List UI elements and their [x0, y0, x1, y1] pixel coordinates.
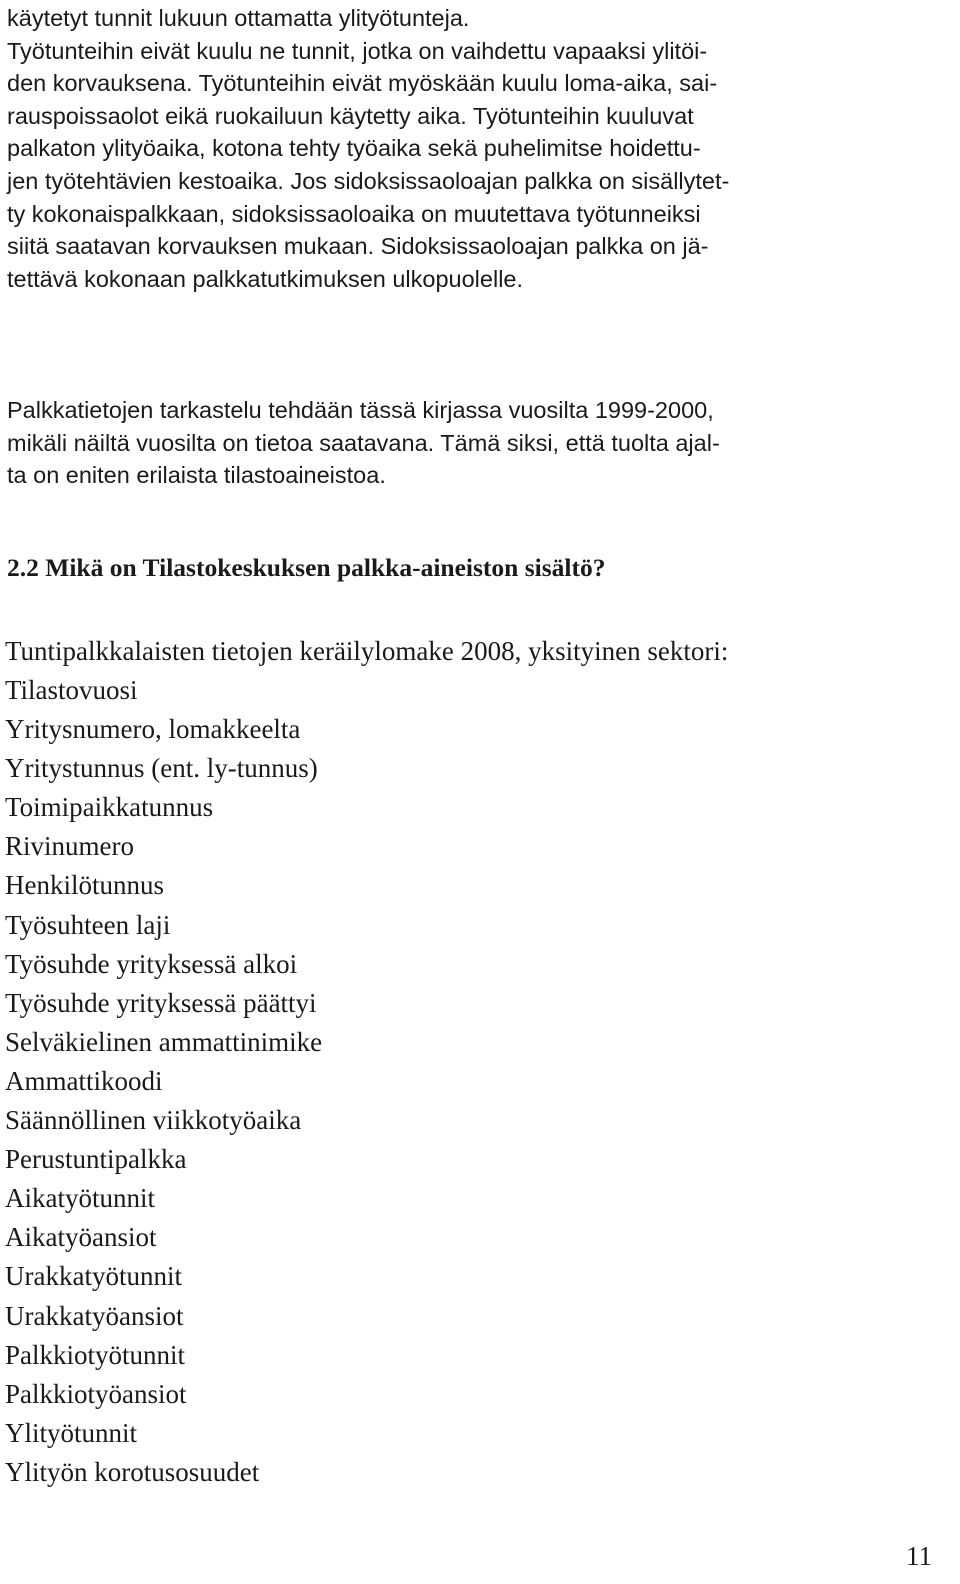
- paragraph-line: tettävä kokonaan palkkatutkimuksen ulkopuolelle.: [7, 265, 524, 292]
- paragraph-line: siitä saatavan korvauksen mukaan. Sidoksissaoloajan palkka on jä-: [7, 233, 709, 260]
- paragraph-line: den korvauksena. Työtunteihin eivät myöskään kuulu loma-aika, sai-: [7, 70, 718, 97]
- list-item: Aikatyöansiot: [5, 1222, 157, 1253]
- paragraph-line: mikäli näiltä vuosilta on tietoa saatavana. Tämä siksi, että tuolta ajal-: [7, 429, 720, 456]
- list-item: Perustuntipalkka: [5, 1144, 187, 1175]
- list-item: Toimipaikkatunnus: [5, 792, 214, 823]
- list-item: Henkilötunnus: [5, 870, 164, 901]
- paragraph-line: palkaton ylityöaika, kotona tehty työaika sekä puhelimitse hoidettu-: [7, 135, 701, 162]
- field-list: [5, 671, 322, 1492]
- paragraph-line: Palkkatietojen tarkastelu tehdään tässä kirjassa vuosilta 1999-2000,: [7, 397, 714, 423]
- list-item: Työsuhde yrityksessä alkoi: [5, 948, 298, 979]
- paragraph-line: ty kokonaispalkkaan, sidoksissaoloaika on muutettava työtunneiksi: [7, 200, 701, 227]
- paragraph-review-period: [7, 394, 947, 492]
- list-item: Aikatyötunnit: [5, 1183, 155, 1214]
- list-item: Yritysnumero, lomakkeelta: [5, 714, 301, 745]
- list-item: Ammattikoodi: [5, 1065, 163, 1096]
- list-item: Tilastovuosi: [5, 675, 138, 705]
- list-item: Yritystunnus (ent. ly-tunnus): [5, 753, 318, 784]
- paragraph-line: Työtunteihin eivät kuulu ne tunnit, jotka on vaihdettu vapaaksi ylitöi-: [7, 37, 708, 64]
- paragraph-line: ta on eniten erilaista tilastoaineistoa.: [7, 462, 386, 489]
- list-item: Selväkielinen ammattinimike: [5, 1026, 323, 1057]
- list-item: Työsuhteen laji: [5, 909, 171, 940]
- list-item: Urakkatyöansiot: [5, 1300, 184, 1331]
- page-number: 11: [906, 1541, 932, 1571]
- list-intro: Tuntipalkkalaisten tietojen keräilylomake 2008, yksityinen sektori:: [5, 636, 729, 666]
- list-item: Ylityön korotusosuudet: [5, 1456, 260, 1487]
- paragraph-line: käytetyt tunnit lukuun ottamatta ylityötunteja.: [7, 5, 470, 31]
- paragraph-line: rauspoissaolot eikä ruokailuun käytetty aika. Työtunteihin kuuluvat: [7, 102, 694, 129]
- section-heading: 2.2 Mikä on Tilastokeskuksen palkka-aineiston sisältö?: [7, 553, 606, 582]
- paragraph-working-hours: [7, 2, 947, 295]
- list-item: Ylityötunnit: [5, 1417, 138, 1448]
- list-item: Urakkatyötunnit: [5, 1261, 182, 1292]
- list-item: Palkkiotyötunnit: [5, 1339, 186, 1370]
- list-item: Säännöllinen viikkotyöaika: [5, 1105, 302, 1136]
- paragraph-line: jen työtehtävien kestoaika. Jos sidoksissaoloajan palkka on sisällytet-: [7, 167, 730, 194]
- list-item: Työsuhde yrityksessä päättyi: [5, 987, 317, 1018]
- list-item: Palkkiotyöansiot: [5, 1378, 187, 1409]
- list-item: Rivinumero: [5, 831, 134, 862]
